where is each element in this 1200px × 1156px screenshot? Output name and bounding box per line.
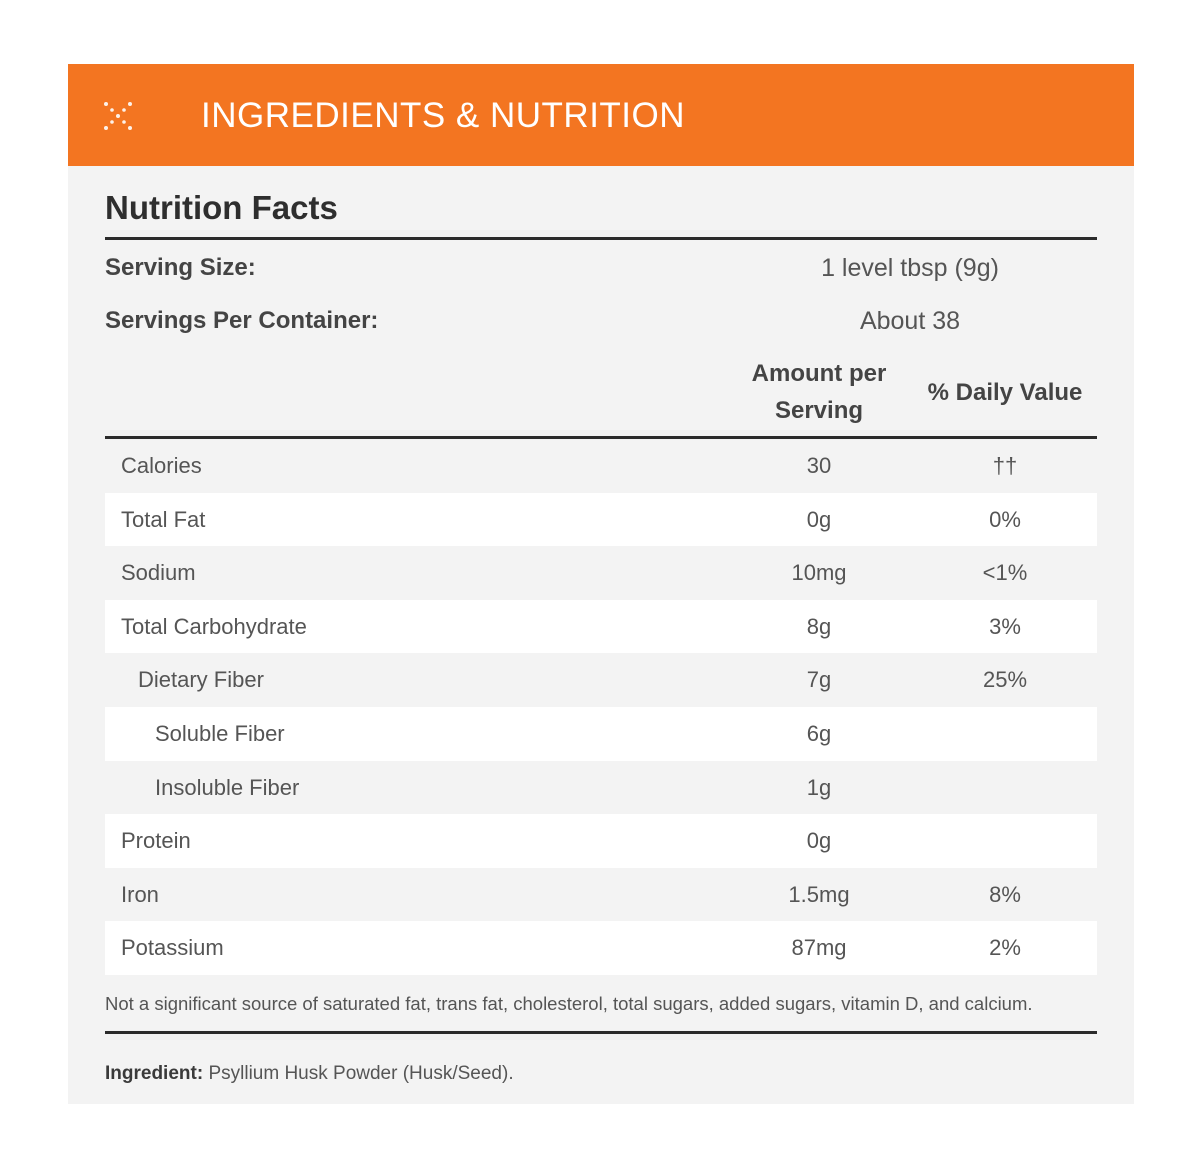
nutrient-daily-value [945, 761, 1065, 815]
column-header-amount-line1: Amount per [751, 360, 887, 387]
nutrient-daily-value: 8% [989, 881, 1021, 907]
nutrient-daily-value: <1% [982, 560, 1028, 586]
table-row [105, 493, 1097, 547]
nutrient-daily-value [945, 814, 1065, 868]
nutrient-name: Potassium [121, 935, 224, 961]
nutrient-daily-value [945, 707, 1065, 761]
accordion-header[interactable] [68, 64, 1134, 166]
servings-per-container-value: About 38 [859, 307, 961, 335]
table-row [105, 868, 1097, 922]
column-header-amount-line2: Serving [774, 397, 864, 424]
nutrient-amount: 6g [806, 720, 832, 746]
nutrient-amount: 87mg [791, 935, 847, 961]
ingredient-value: Psyllium Husk Powder (Husk/Seed). [203, 1063, 514, 1084]
nutrient-name: Protein [121, 828, 191, 854]
nutrient-table [105, 439, 1097, 975]
section-title: INGREDIENTS & NUTRITION [201, 96, 686, 135]
nutrient-name: Total Carbohydrate [121, 613, 307, 639]
table-row [105, 761, 1097, 815]
nutrient-name: Soluble Fiber [155, 720, 285, 746]
footnote: Not a significant source of saturated fat, trans fat, cholesterol, total sugars, added sugars, vitamin D, and calcium. [105, 993, 1033, 1014]
table-row [105, 546, 1097, 600]
collapse-x-icon[interactable] [102, 100, 134, 132]
nutrient-daily-value: 0% [989, 506, 1021, 532]
divider [105, 237, 1097, 240]
table-row [105, 707, 1097, 761]
nutrient-name: Iron [121, 881, 159, 907]
nutrient-daily-value: 25% [982, 667, 1028, 693]
table-row [105, 600, 1097, 654]
column-header-daily-value: % Daily Value [927, 379, 1083, 406]
ingredient-label: Ingredient: [105, 1063, 204, 1084]
nutrient-daily-value: †† [992, 453, 1018, 478]
nutrient-name: Total Fat [121, 506, 206, 532]
table-row [105, 814, 1097, 868]
servings-per-container-label: Servings Per Container: [105, 307, 379, 334]
serving-size-value: 1 level tbsp (9g) [821, 254, 999, 282]
table-row [105, 653, 1097, 707]
nutrient-amount: 1.5mg [788, 881, 850, 907]
nutrient-name: Dietary Fiber [138, 667, 264, 693]
nutrition-facts-title: Nutrition Facts [105, 189, 338, 226]
nutrient-name: Insoluble Fiber [155, 774, 300, 800]
nutrient-amount: 0g [806, 506, 832, 532]
nutrient-amount: 8g [806, 613, 832, 639]
nutrient-name: Calories [121, 453, 202, 478]
nutrient-amount: 0g [806, 828, 832, 854]
divider [105, 1031, 1097, 1034]
nutrient-daily-value: 2% [989, 935, 1021, 961]
nutrient-amount: 10mg [791, 560, 847, 586]
serving-size-label: Serving Size: [105, 254, 256, 281]
nutrient-daily-value: 3% [989, 613, 1021, 639]
ingredient-line [105, 1062, 514, 1086]
nutrient-name: Sodium [121, 560, 196, 586]
ingredients-nutrition-panel [68, 64, 1134, 1104]
nutrient-amount: 30 [806, 453, 832, 478]
column-header-amount [729, 355, 909, 429]
nutrient-amount: 7g [806, 667, 832, 693]
nutrient-amount: 1g [806, 774, 832, 800]
table-row [105, 921, 1097, 975]
table-row [105, 439, 1097, 493]
